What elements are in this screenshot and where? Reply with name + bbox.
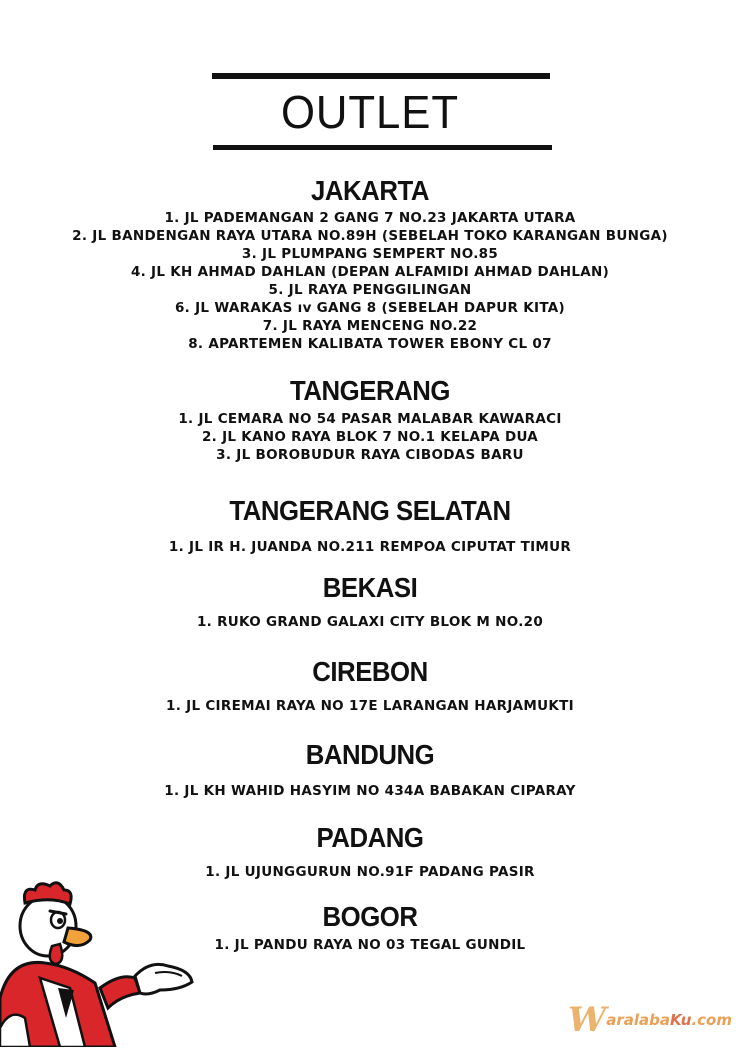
outlet-section-bekasi xyxy=(0,573,740,631)
city-heading: TANGERANG SELATAN xyxy=(229,495,511,526)
outlet-section-padang xyxy=(0,823,740,881)
address-item: 3. JL BOROBUDUR RAYA CIBODAS BARU xyxy=(216,447,524,463)
address-item: 1. JL CEMARA NO 54 PASAR MALABAR KAWARACI xyxy=(178,411,562,427)
address-item: 4. JL KH AHMAD DAHLAN (DEPAN ALFAMIDI AHMAD DAHLAN) xyxy=(130,264,610,280)
address-item: 2. JL BANDENGAN RAYA UTARA NO.89H (SEBELAH TOKO KARANGAN BUNGA) xyxy=(72,228,668,244)
city-heading: BOGOR xyxy=(322,901,418,932)
rooster-mascot-icon xyxy=(0,878,200,1047)
title-top-rule xyxy=(212,73,550,79)
city-heading: CIREBON xyxy=(312,656,428,687)
page-title: OUTLET xyxy=(280,86,460,138)
address-item: 7. JL RAYA MENCENG NO.22 xyxy=(262,318,478,334)
address-item: 1. JL PANDU RAYA NO 03 TEGAL GUNDIL xyxy=(214,937,526,953)
outlet-section-bandung xyxy=(0,740,740,800)
address-item: 8. APARTEMEN KALIBATA TOWER EBONY CL 07 xyxy=(188,336,552,352)
address-item: 2. JL KANO RAYA BLOK 7 NO.1 KELAPA DUA xyxy=(201,429,539,445)
city-heading: PADANG xyxy=(316,822,424,853)
outlet-section-cirebon xyxy=(0,657,740,715)
address-item: 5. JL RAYA PENGGILINGAN xyxy=(268,282,472,298)
address-list xyxy=(0,613,740,631)
outlet-section-tangerang xyxy=(0,376,740,464)
waralabaku-watermark xyxy=(542,1000,732,1040)
address-item: 1. JL CIREMAI RAYA NO 17E LARANGAN HARJAMUKTI xyxy=(166,698,574,714)
watermark-suffix: .com xyxy=(691,1011,732,1029)
outlet-section-jakarta xyxy=(0,176,740,353)
city-heading: BANDUNG xyxy=(305,739,435,770)
address-item: 1. JL PADEMANGAN 2 GANG 7 NO.23 JAKARTA UTARA xyxy=(164,210,576,226)
address-list xyxy=(0,538,740,556)
address-item: 1. JL UJUNGGURUN NO.91F PADANG PASIR xyxy=(205,864,535,880)
watermark-text: aralaba xyxy=(606,1011,670,1029)
address-item: 6. JL WARAKAS ıv GANG 8 (SEBELAH DAPUR KITA) xyxy=(174,300,566,316)
address-item: 1. JL IR H. JUANDA NO.211 REMPOA CIPUTAT TIMUR xyxy=(168,539,572,555)
address-item: 1. JL KH WAHID HASYIM NO 434A BABAKAN CIPARAY xyxy=(164,783,576,799)
city-heading: JAKARTA xyxy=(311,175,429,206)
address-item: 1. RUKO GRAND GALAXI CITY BLOK M NO.20 xyxy=(196,614,544,630)
address-list xyxy=(0,782,740,800)
address-list xyxy=(0,410,740,464)
address-item: 3. JL PLUMPANG SEMPERT NO.85 xyxy=(241,246,499,262)
watermark-initial: W xyxy=(568,1000,607,1040)
address-list xyxy=(0,209,740,353)
title-bottom-rule xyxy=(213,145,552,150)
city-heading: TANGERANG xyxy=(290,375,450,406)
watermark-accent: Ku xyxy=(669,1011,692,1029)
city-heading: BEKASI xyxy=(322,572,418,603)
address-list xyxy=(0,697,740,715)
outlet-section-tangerang-selatan xyxy=(0,496,740,556)
